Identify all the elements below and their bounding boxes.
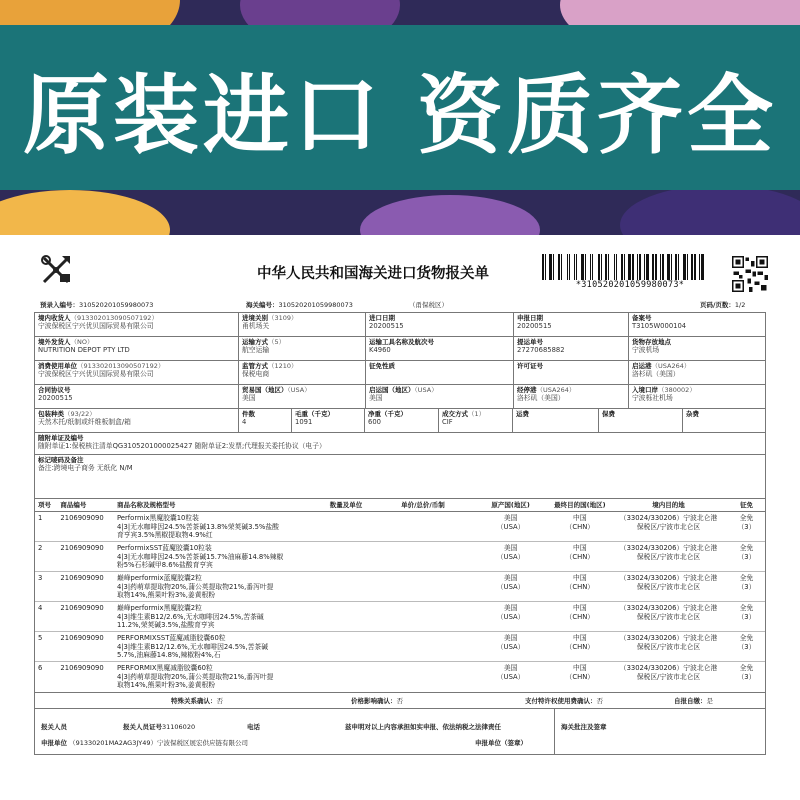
- item-origin: [471, 632, 551, 661]
- item-levy-name: 全免: [739, 514, 754, 523]
- item-origin: [471, 572, 551, 601]
- item-origin-name: 美国: [503, 634, 518, 643]
- item-domestic-line: 保税区/宁波市北仑区: [636, 612, 701, 621]
- item-price: [375, 512, 471, 541]
- item-quantity: [317, 662, 375, 692]
- item-destination-name: 中国: [573, 664, 587, 673]
- item-origin: [471, 512, 551, 541]
- field-cell: [629, 337, 765, 360]
- item-domestic-destination: [609, 572, 728, 601]
- items-header-cell: 最终目的国(地区): [554, 501, 606, 509]
- item-description-line: 育亨宾3.5%黑椒提取物4.9%红: [116, 531, 213, 540]
- field-value: 洛杉矶（美国）: [517, 394, 565, 403]
- item-levy-name: 全免: [739, 574, 754, 583]
- item-levy-code: （3）: [737, 612, 756, 621]
- barcode: [542, 254, 718, 280]
- item-description-line: 4|3|维生素B12/12.6%,无水咖啡因24.5%,苦茶碱: [116, 642, 269, 651]
- item-destination: [551, 572, 609, 601]
- items-header-cell: 数量及单位: [329, 501, 363, 509]
- item-destination-name: 中国: [573, 634, 587, 643]
- item-levy-code: （3）: [737, 582, 756, 591]
- field-code: （USA264）: [651, 362, 691, 370]
- item-domestic-line: 保税区/宁波市北仑区: [636, 582, 701, 591]
- royalty-label: 支付特许权使用费确认：: [525, 696, 597, 705]
- item-destination: [551, 632, 609, 661]
- field-label: 境内收货人: [38, 314, 71, 322]
- item-destination: [551, 602, 609, 631]
- field-value: 保税电商: [242, 370, 270, 379]
- item-destination: [551, 512, 609, 541]
- items-header-cell: 原产国(地区): [491, 501, 530, 509]
- cert-label: 报关人员证号: [123, 723, 162, 732]
- item-destination-code: （CHN）: [565, 552, 595, 561]
- field-code: （913302013090507192）: [77, 362, 165, 370]
- field-label: 货物存放地点: [632, 338, 671, 346]
- field-cell: [35, 385, 239, 408]
- item-description-line: 粉5%石杉碱甲8.6%盐酸育亨宾: [116, 561, 213, 570]
- item-destination-code: （CHN）: [565, 612, 595, 621]
- item-domestic-line: （33024/330206）宁波北仑港: [619, 544, 718, 553]
- field-code: （3109）: [268, 314, 298, 322]
- pre-entry-label: 预录入编号：: [40, 301, 79, 309]
- document-meta-row: [24, 298, 776, 312]
- item-quantity: [317, 632, 375, 661]
- item-description: [117, 602, 317, 631]
- unit-value: （91330201MA2AG3JY49）宁波保税区展宏供应链有限公司: [69, 739, 249, 748]
- item-origin-name: 美国: [503, 604, 518, 613]
- item-destination: [551, 662, 609, 692]
- field-cell: [35, 313, 239, 336]
- deal-code: （1）: [468, 410, 486, 418]
- field-label: 启运国（地区）: [369, 386, 415, 394]
- item-domestic-destination: [609, 602, 728, 631]
- item-destination-name: 中国: [573, 514, 587, 523]
- item-description-line: 取物14%,熊果叶粉3%,姜黄根粉: [116, 681, 216, 690]
- item-domestic-destination: [609, 632, 728, 661]
- item-description: [117, 512, 317, 541]
- count-value: 4: [242, 418, 247, 427]
- field-label: 消费使用单位: [38, 362, 77, 370]
- item-description-line: PERFORMIXSST蓝魔减脂胶囊60粒: [116, 634, 226, 643]
- item-code: 2106909090: [60, 664, 104, 673]
- field-value: 宁波机场: [632, 346, 660, 355]
- field-cell: [35, 337, 239, 360]
- item-origin-name: 美国: [503, 574, 518, 583]
- item-description-line: 11.2%,荣荚碱3.5%,盐酸育亨宾: [116, 621, 215, 630]
- item-levy-name: 全免: [739, 664, 754, 673]
- item-levy-code: （3）: [737, 522, 756, 531]
- item-row: [35, 632, 765, 662]
- item-price: [375, 572, 471, 601]
- item-description-line: PERFORMIX黑魔减脂胶囊60粒: [116, 664, 213, 673]
- item-description-line: 4|3|药萌草提取物20%,蒲公英提取物21%,番泻叶提: [116, 582, 274, 591]
- item-row: [35, 512, 765, 542]
- item-price: [375, 632, 471, 661]
- field-label: 运输方式: [242, 338, 268, 346]
- customs-stamp-label: 海关批注及签章: [561, 723, 607, 732]
- field-value: 美国: [242, 394, 256, 403]
- declaration-statement: 兹申明对以上内容承担如实申报、依法纳税之法律责任: [345, 723, 501, 732]
- item-domestic-line: （33024/330206）宁波北仑港: [619, 514, 718, 523]
- item-domestic-line: （33024/330206）宁波北仑港: [619, 634, 718, 643]
- item-levy-code: （3）: [737, 672, 756, 681]
- field-cell: [239, 385, 366, 408]
- banner: [0, 0, 800, 235]
- net-weight-label: 净重（千克）: [368, 410, 407, 418]
- item-destination-code: （CHN）: [565, 522, 595, 531]
- field-label: 许可证号: [517, 362, 543, 370]
- customs-number-label: 海关编号：: [246, 301, 279, 309]
- field-row: [35, 313, 765, 337]
- customs-emblem-icon: [40, 254, 72, 286]
- item-origin: [471, 602, 551, 631]
- item-domestic-line: 保税区/宁波市北仑区: [636, 672, 701, 681]
- item-description-line: 5.7%,油麻藤14.8%,辣椒粉4%,石: [116, 651, 221, 660]
- field-label: 经停港: [517, 386, 537, 394]
- item-description: [117, 632, 317, 661]
- item-destination-code: （CHN）: [565, 642, 595, 651]
- items-header-cell: 商品名称及规格型号: [116, 501, 176, 509]
- field-label: 监管方式: [242, 362, 268, 370]
- field-value: 宁波保税区宁兴优贝国际贸易有限公司: [38, 370, 154, 379]
- item-number: 3: [38, 574, 43, 583]
- item-description: [117, 662, 317, 692]
- item-description-line: 4|3|无水咖啡因24.5%苦茶碱13.8%荣荚碱3.5%盐酸: [116, 522, 279, 531]
- attached-docs-label: 随附单证及编号: [38, 434, 84, 442]
- field-value: 洛杉矶（美国）: [632, 370, 680, 379]
- deal-value: CIF: [442, 418, 453, 427]
- item-number: 1: [38, 514, 43, 523]
- item-quantity: [317, 572, 375, 601]
- item-row: [35, 602, 765, 632]
- field-label: 启运港: [632, 362, 652, 370]
- item-levy: [728, 602, 765, 631]
- item-origin-code: （USA）: [496, 672, 525, 681]
- item-code: 2106909090: [60, 604, 104, 613]
- field-label: 进口日期: [369, 314, 395, 322]
- item-destination-code: （CHN）: [565, 672, 595, 681]
- item-domestic-line: 保税区/宁波市北仑区: [636, 522, 701, 531]
- freight-label: 运费: [516, 410, 529, 418]
- item-description: [117, 542, 317, 571]
- declaration-grid: [34, 312, 766, 755]
- item-destination: [551, 542, 609, 571]
- field-cell: [239, 313, 366, 336]
- self-declare-label: 自报自缴：: [674, 696, 707, 705]
- item-row: [35, 542, 765, 572]
- item-levy: [728, 572, 765, 601]
- item-destination-name: 中国: [573, 604, 587, 613]
- field-value: 宁波栎社机场: [632, 394, 673, 403]
- item-code: 2106909090: [60, 574, 104, 583]
- item-levy-code: （3）: [737, 642, 756, 651]
- item-code: 2106909090: [60, 514, 104, 523]
- item-description-line: 4|3|药萌草提取物20%,蒲公英提取物21%,番泻叶提: [116, 672, 274, 681]
- field-cell: [366, 361, 514, 384]
- field-value: 20200515: [369, 322, 404, 331]
- field-code: （USA）: [287, 386, 311, 394]
- document-title: 中华人民共和国海关进口货物报关单: [257, 266, 489, 282]
- special-relation-value: 否: [216, 696, 223, 705]
- declarant-label: 报关人员: [41, 723, 67, 732]
- price-impact-label: 价格影响确认：: [351, 696, 397, 705]
- customs-zone: （甬保税区）: [409, 301, 448, 309]
- field-label: 备案号: [632, 314, 652, 322]
- field-label: 申报日期: [517, 314, 543, 322]
- remarks-row: [35, 455, 765, 499]
- package-row: [35, 409, 765, 433]
- item-destination-name: 中国: [573, 544, 587, 553]
- item-domestic-line: （33024/330206）宁波北仑港: [619, 604, 718, 613]
- item-domestic-line: （33024/330206）宁波北仑港: [619, 574, 718, 583]
- qr-code-icon: [732, 256, 768, 292]
- item-levy: [728, 662, 765, 692]
- field-code: （USA）: [414, 386, 438, 394]
- pack-value: 天然木托/纸制或纤维板制盒/箱: [38, 418, 131, 427]
- pre-entry-number: 310520201059980073: [79, 301, 154, 309]
- item-price: [375, 662, 471, 692]
- field-row: [35, 385, 765, 409]
- field-label: 贸易国（地区）: [242, 386, 288, 394]
- field-code: （NO）: [70, 338, 94, 346]
- deal-label: 成交方式: [442, 410, 468, 418]
- item-description-line: 取物14%,熊果叶粉3%,姜黄根粉: [116, 591, 216, 600]
- item-price: [375, 542, 471, 571]
- gross-weight-label: 毛重（千克）: [295, 410, 334, 418]
- field-value: 20200515: [38, 394, 73, 403]
- page-label: 页码/页数：: [700, 301, 735, 309]
- item-description-line: 巅峰performix黑魔胶囊2粒: [116, 604, 202, 613]
- field-label: 境外发货人: [38, 338, 71, 346]
- decor-blob-bottom-left: [0, 190, 170, 235]
- item-number: 2: [38, 544, 43, 553]
- field-cell: [514, 337, 629, 360]
- item-description-line: PerformixSST蓝魔胶囊10粒装: [116, 544, 212, 553]
- unit-label: 申报单位: [41, 739, 67, 748]
- royalty-value: 否: [596, 696, 603, 705]
- field-label: 运输工具名称及航次号: [369, 338, 434, 346]
- unit-stamp-label: 申报单位（签章）: [475, 739, 527, 748]
- field-cell: [629, 313, 765, 336]
- customs-number: 310520201059980073: [278, 301, 353, 309]
- item-quantity: [317, 542, 375, 571]
- field-value: 航空运输: [242, 346, 270, 355]
- item-origin: [471, 662, 551, 692]
- field-value: 美国: [369, 394, 383, 403]
- customs-declaration-document: [24, 240, 776, 792]
- items-section: [35, 499, 765, 693]
- confirmation-row: [35, 693, 765, 709]
- net-weight-value: 600: [368, 418, 381, 427]
- item-levy: [728, 512, 765, 541]
- field-cell: [366, 337, 514, 360]
- item-origin-name: 美国: [503, 514, 518, 523]
- item-domestic-destination: [609, 662, 728, 692]
- item-number: 5: [38, 634, 43, 643]
- count-label: 件数: [242, 410, 255, 418]
- attached-docs-row: [35, 433, 765, 455]
- barcode-number: *310520201059980073*: [575, 280, 685, 290]
- item-domestic-line: （33024/330206）宁波北仑港: [619, 664, 718, 673]
- field-cell: [629, 385, 765, 408]
- item-domestic-destination: [609, 542, 728, 571]
- item-levy-name: 全免: [739, 544, 754, 553]
- field-cell: [35, 361, 239, 384]
- field-value: 宁波保税区宁兴优贝国际贸易有限公司: [38, 322, 154, 331]
- field-value: 27270685882: [517, 346, 565, 355]
- cert-value: 31106020: [162, 723, 196, 732]
- item-levy: [728, 632, 765, 661]
- items-header-cell: 单价/总价/币制: [401, 501, 445, 509]
- field-value: 甬机场关: [242, 322, 270, 331]
- item-origin-code: （USA）: [496, 522, 525, 531]
- attached-docs-value: 随附单证1:保税核注清单QG3105201000025427 随附单证2:发票;代理报关委托协议（电子）: [38, 442, 326, 451]
- item-quantity: [317, 512, 375, 541]
- field-value: NUTRITION DEPOT PTY LTD: [38, 346, 130, 355]
- field-cell: [514, 361, 629, 384]
- item-destination-code: （CHN）: [565, 582, 595, 591]
- remarks-label: 标记唛码及备注: [38, 456, 84, 464]
- items-header-cell: 征免: [739, 501, 753, 509]
- items-header: [35, 499, 765, 512]
- item-description: [117, 572, 317, 601]
- items-header-cell: 商品编号: [60, 501, 87, 509]
- field-label: 入境口岸: [632, 386, 658, 394]
- item-row: [35, 572, 765, 602]
- special-relation-label: 特殊关系确认：: [171, 696, 217, 705]
- field-code: （1210）: [268, 362, 298, 370]
- banner-headline: 原装进口 资质齐全: [23, 65, 777, 166]
- field-label: 提运单号: [517, 338, 543, 346]
- item-destination-name: 中国: [573, 574, 587, 583]
- pack-label: 包装种类: [38, 410, 64, 418]
- item-price: [375, 602, 471, 631]
- item-origin-name: 美国: [503, 664, 518, 673]
- field-value: T3105W000104: [632, 322, 687, 331]
- item-row: [35, 662, 765, 692]
- item-origin-name: 美国: [503, 544, 518, 553]
- field-code: （USA264）: [536, 386, 576, 394]
- item-origin: [471, 542, 551, 571]
- item-levy-name: 全免: [739, 604, 754, 613]
- item-levy-code: （3）: [737, 552, 756, 561]
- document-header: [24, 240, 776, 298]
- insurance-label: 保费: [602, 410, 615, 418]
- self-declare-value: 是: [706, 696, 713, 705]
- item-quantity: [317, 602, 375, 631]
- phone-label: 电话: [247, 723, 260, 732]
- item-origin-code: （USA）: [496, 642, 525, 651]
- item-number: 4: [38, 604, 43, 613]
- item-description-line: 巅峰performix蓝魔胶囊2粒: [116, 574, 202, 583]
- field-cell: [239, 337, 366, 360]
- field-value: 20200515: [517, 322, 552, 331]
- remarks-value: 备注:跨境电子商务 无纸化 N/M: [38, 464, 133, 473]
- items-header-cell: 境内目的地: [652, 501, 685, 509]
- field-cell: [514, 385, 629, 408]
- field-cell: [514, 313, 629, 336]
- field-row: [35, 337, 765, 361]
- misc-fee-label: 杂费: [686, 410, 699, 418]
- signature-section: [35, 709, 765, 755]
- item-code: 2106909090: [60, 544, 104, 553]
- items-header-cell: 项号: [38, 501, 51, 509]
- item-description-line: Performix黑魔胶囊10粒装: [116, 514, 199, 523]
- items-list: [35, 512, 765, 692]
- item-description-line: 4|3|维生素B12/2.6%,无水咖啡因24.5%,苦茶碱: [116, 612, 264, 621]
- field-label: 合同协议号: [38, 386, 71, 394]
- gross-weight-value: 1091: [295, 418, 313, 427]
- item-number: 6: [38, 664, 43, 673]
- main-field-rows: [35, 313, 765, 409]
- item-domestic-line: 保税区/宁波市北仑区: [636, 552, 701, 561]
- item-code: 2106909090: [60, 634, 104, 643]
- item-levy: [728, 542, 765, 571]
- field-cell: [629, 361, 765, 384]
- field-cell: [239, 361, 366, 384]
- item-origin-code: （USA）: [496, 552, 525, 561]
- item-levy-name: 全免: [739, 634, 754, 643]
- field-code: （913302013090507192）: [70, 314, 158, 322]
- item-description-line: 4|3|无水咖啡因24.5%苦茶碱15.7%油麻藤14.8%辣椒: [116, 552, 284, 561]
- item-origin-code: （USA）: [496, 582, 525, 591]
- field-label: 征免性质: [369, 362, 395, 370]
- field-cell: [366, 385, 514, 408]
- field-value: K4960: [369, 346, 391, 355]
- page-number: 1/2: [734, 301, 746, 309]
- field-row: [35, 361, 765, 385]
- field-code: （380002）: [658, 386, 696, 394]
- item-origin-code: （USA）: [496, 612, 525, 621]
- field-label: 进境关别: [242, 314, 268, 322]
- pack-code: （93/22）: [64, 410, 96, 418]
- price-impact-value: 否: [396, 696, 403, 705]
- item-domestic-line: 保税区/宁波市北仑区: [636, 642, 701, 651]
- field-cell: [366, 313, 514, 336]
- decor-blob-bottom-mid: [360, 195, 540, 235]
- decor-blob-bottom-right: [620, 185, 800, 235]
- item-domestic-destination: [609, 512, 728, 541]
- field-code: （5）: [268, 338, 286, 346]
